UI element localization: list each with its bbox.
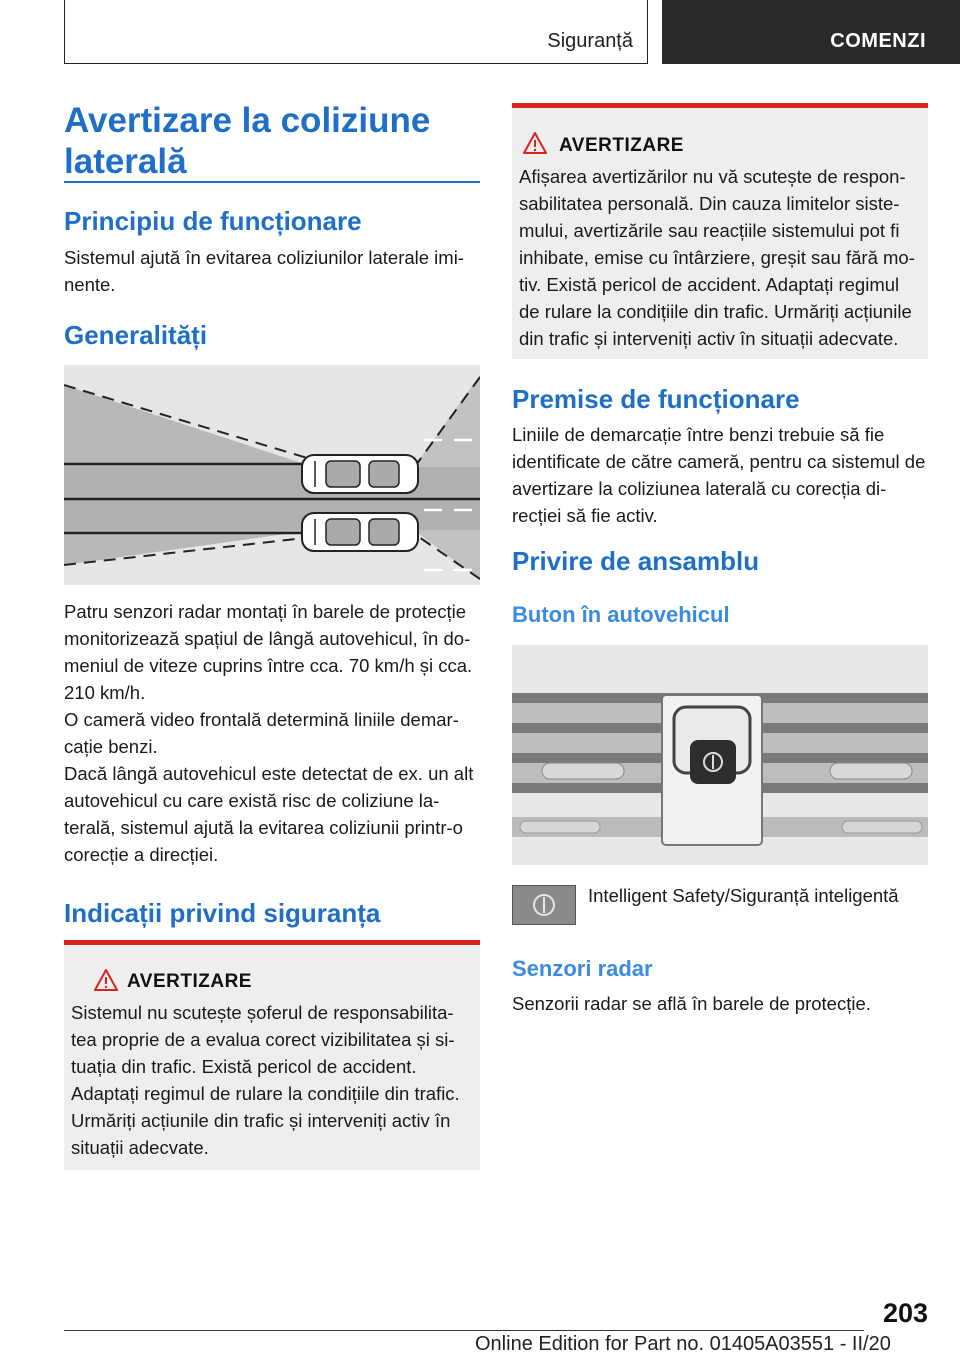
header-section-label: Siguranță <box>547 30 633 52</box>
heading-principle: Principiu de funcționare <box>64 206 362 236</box>
principle-text: Sistemul ajută în evitarea coliziunilor laterale imi-nente. <box>64 247 464 295</box>
radar-illustration <box>64 365 480 585</box>
warning-text: Sistemul nu scutește șoferul de responsabilita-tea proprie de a evalua corect vizibilitatea și si-tuația din trafic. Există pericol de accident. Adaptați regimul de rulare la condițiile din trafic. Urmăriți acțiunile din trafic și interveniți activ în situații adecvate. <box>71 1002 460 1158</box>
general-paragraph-2: O cameră video frontală determină liniile demar-cație benzi. <box>64 709 459 757</box>
heading-prerequisites: Premise de funcționare <box>512 384 800 414</box>
warning-text: Afișarea avertizărilor nu vă scutește de respon-sabilitatea personală. Din cauza limitelor siste-mului, avertizările sau reacțiile sistemului pot fi inhibate, emise cu întârziere, greșit sau fără mo-tiv. Există pericol de accident. Adaptați regimul de rulare la condițiile din trafic. Urmăriți acțiunile din trafic și interveniți activ în situații adecvate. <box>519 166 915 349</box>
heading-general: Generalități <box>64 320 208 350</box>
warning-box-display <box>512 103 928 359</box>
safety-button-icon <box>512 885 576 925</box>
heading-overview: Privire de ansamblu <box>512 546 760 576</box>
warning-box-safety <box>64 940 480 1170</box>
header-section-tab <box>64 0 648 64</box>
footer-rule <box>64 1330 864 1331</box>
general-paragraph-3: Dacă lângă autovehicul este detectat de ex. un alt autovehicul cu care există risc de coliziune la-terală, sistemul ajută la evitarea coliziunii printr-o corecție a direcției. <box>64 763 474 865</box>
warning-triangle-icon <box>94 969 118 991</box>
warning-label: AVERTIZARE <box>127 971 252 992</box>
page-title: Avertizare la coliziune laterală <box>64 101 431 181</box>
heading-safety: Indicații privind siguranța <box>64 898 381 928</box>
warning-label: AVERTIZARE <box>559 135 684 156</box>
warning-triangle-icon <box>523 132 547 154</box>
heading-button: Buton în autovehicul <box>512 602 730 627</box>
header-chapter-tab <box>662 0 960 64</box>
button-label: Intelligent Safety/Siguranță inteligentă <box>588 885 899 906</box>
general-paragraph-1: Patru senzori radar montați în barele de protecție monitorizează spațiul de lângă autovehicul, în do-meniul de viteze cuprins între cca. 70 km/h și cca. 210 km/h. <box>64 601 473 703</box>
footer-edition: Online Edition for Part no. 01405A03551 - II/20 <box>475 1333 891 1355</box>
prerequisites-text: Liniile de demarcație între benzi trebuie să fie identificate de către cameră, pentru ca sistemul de avertizare la coliziunea laterală cu corecția di-recției să fie activ. <box>512 424 926 526</box>
heading-sensors: Senzori radar <box>512 956 653 981</box>
sensors-text: Senzorii radar se află în barele de protecție. <box>512 993 871 1014</box>
button-photo <box>512 645 928 865</box>
page-number: 203 <box>882 1298 928 1328</box>
title-rule <box>64 181 480 183</box>
header-chapter-label: COMENZI <box>830 30 926 52</box>
